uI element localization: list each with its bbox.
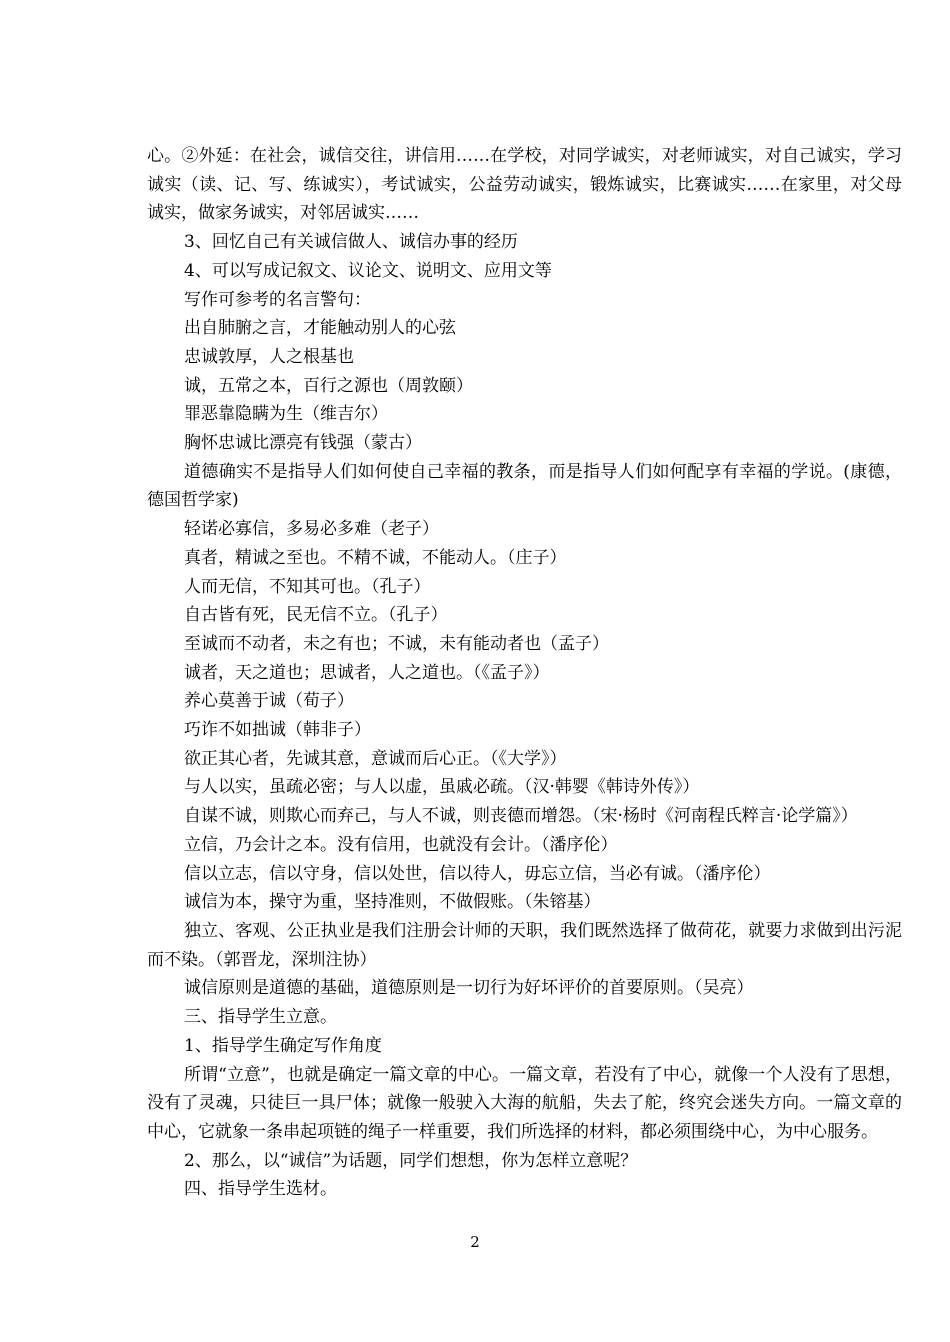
paragraph-quotes-heading: 写作可参考的名言警句： [184,289,371,310]
quote-line: 信以立志，信以守身，信以处世，信以待人，毋忘立信，当必有诚。（潘序伦） [184,863,771,884]
quote-line: 胸怀忠诚比漂亮有钱强（蒙古） [184,433,422,454]
quote-line: 诚信原则是道德的基础，道德原则是一切行为好坏评价的首要原则。（吴亮） [184,978,754,999]
quote-line: 立信，乃会计之本。没有信用，也就没有会计。（潘序伦） [184,834,618,855]
section-heading-theme: 三、指导学生立意。 [184,1007,337,1028]
quote-line: 诚者，天之道也；思诚者，人之道也。（《孟子》） [184,662,550,683]
quote-line: 至诚而不动者，未之有也；不诚，未有能动者也（孟子） [184,633,609,654]
quote-line: 自谋不诚，则欺心而弃己，与人不诚，则丧德而增怨。（宋·杨时《河南程氏粹言·论学篇》） [184,806,858,827]
quote-line: 人而无信，不知其可也。（孔子） [184,576,431,597]
quote-line: 巧诈不如拙诚（韩非子） [184,720,371,741]
quote-line: 诚，五常之本，百行之源也（周敦颐） [184,375,473,396]
quote-line: 忠诚敦厚，人之根基也 [184,346,354,367]
paragraph-genres: 4、可以写成记叙文、议论文、说明文、应用文等 [184,260,552,281]
paragraph-extension: 心。②外延：在社会，诚信交往，讲信用……在学校，对同学诚实，对老师诚实，对自己诚实，学习诚实（读、记、写、练诚实），考试诚实，公益劳动诚实，锻炼诚实，比赛诚实……在家里，对父母诚实，做家务诚实，对邻居诚实…… [147,146,902,224]
document-body [147,142,902,1204]
quote-line: 道德确实不是指导人们如何使自己幸福的教条，而是指导人们如何配享有幸福的学说。(康德，德国哲学家) [147,461,902,511]
paragraph-recall-experience: 3、回忆自己有关诚信做人、诚信办事的经历 [184,232,518,253]
page-number: 2 [470,1233,480,1251]
quote-line: 诚信为本，操守为重，坚持准则，不做假账。（朱镕基） [184,892,601,913]
quote-line: 与人以实，虽疏必密；与人以虚，虽戚必疏。（汉·韩婴《韩诗外传》） [184,777,700,798]
paragraph-theme-explanation: 所谓“立意”，也就是确定一篇文章的中心。一篇文章，若没有了中心，就像一个人没有了思想，没有了灵魂，只徒巨一具尸体；就像一般驶入大海的航船，失去了舵，终究会迷失方向。一篇文章的中心，它就象一条串起项链的绳子一样重要，我们所选择的材料，都必须围绕中心，为中心服务。 [147,1064,902,1142]
subheading-writing-angle: 1、指导学生确定写作角度 [184,1035,382,1056]
section-heading-materials: 四、指导学生选材。 [184,1179,337,1200]
quote-line: 独立、客观、公正执业是我们注册会计师的天职，我们既然选择了做荷花，就要力求做到出污泥而不染。（郭晋龙，深圳注协） [147,920,902,970]
quote-line: 自古皆有死，民无信不立。（孔子） [184,605,448,626]
quote-line: 轻诺必寡信，多易必多难（老子） [184,519,439,540]
quote-line: 出自肺腑之言，才能触动别人的心弦 [184,318,456,339]
quote-line: 真者，精诚之至也。不精不诚，不能动人。（庄子） [184,547,567,568]
quote-line: 养心莫善于诚（荀子） [184,691,354,712]
quote-line: 罪恶靠隐瞒为生（维吉尔） [184,404,388,425]
paragraph-question: 2、那么，以“诚信”为话题，同学们想想，你为怎样立意呢？ [184,1150,638,1171]
quote-line: 欲正其心者，先诚其意，意诚而后心正。（《大学》） [184,748,567,769]
